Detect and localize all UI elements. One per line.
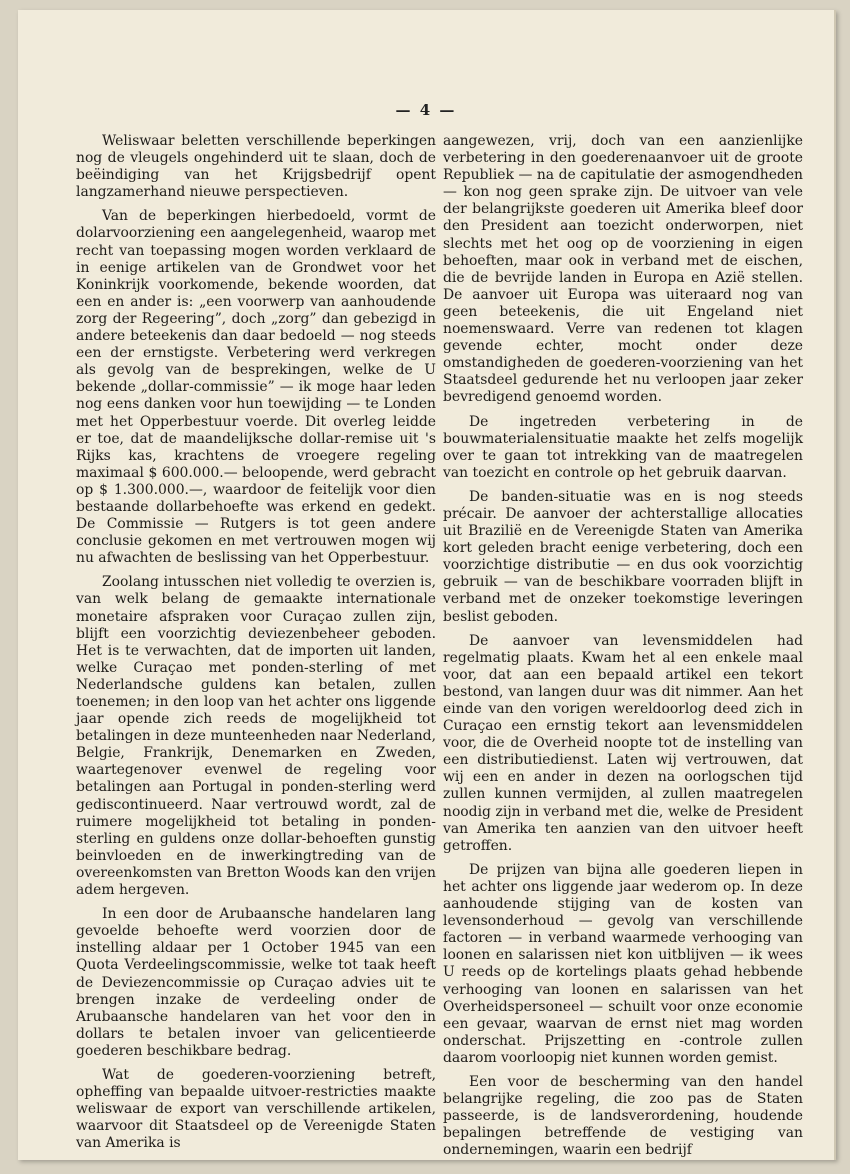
paragraph: Zoolang intusschen niet volledig te overzien is, van welk belang de gemaakte internationale monetaire afspraken voor Curaçao zullen zijn, blijft een voorzichtig deviezenbeheer geboden. Het is te verwachten, dat de importen uit landen, welke Curaçao met ponden-sterling of met Nederlandsche guldens kan betalen, zullen toenemen; in den loop van het achter ons liggende jaar opende zich reeds de mogelijkheid tot betalingen in deze munteenheden naar Nederland, Belgie, Frankrijk, Denemarken en Zweden, waartegenover evenwel de regeling voor betalingen aan Portugal in ponden-sterling werd gediscontinueerd. Naar vertrouwd wordt, zal de ruimere mogelijkheid tot betaling in ponden-sterling en guldens onze dollar-behoeften gunstig beinvloeden en de inwerkingtreding van de overeenkomsten van Bretton Woods kan den vrijen adem hergeven. [76,574,436,899]
paragraph: Wat de goederen-voorziening betreft, opheffing van bepaalde uitvoer-restricties maakte weliswaar de export van verschillende artikelen, waarvoor dit Staatsdeel op de Vereenigde Staten van Amerika is [76,1066,436,1152]
page-number: — 4 — [395,101,457,119]
paragraph: aangewezen, vrij, doch van een aanzienlijke verbetering in den goederenaanvoer uit de groote Republiek — na de capitulatie der asmogendheden — kon nog geen sprake zijn. De uitvoer van vele der belangrijkste goederen uit Amerika bleef door den President aan toezicht onderworpen, niet slechts met het oog op de voorziening in eigen behoeften, maar ook in verband met de eischen, die de bevrijde landen in Europa en Azië stellen. De aanvoer uit Europa was uiteraard nog van geen beteekenis, die uit Engeland niet noemenswaard. Verre van redenen tot klagen gevende echter, mocht onder deze omstandigheden de goederen-voorziening van het Staatsdeel gedurende het nu verloopen jaar zeker bevredigend genoemd worden. [443,133,803,406]
paragraph: De aanvoer van levensmiddelen had regelmatig plaats. Kwam het al een enkele maal voor, dat aan een bepaald artikel een tekort bestond, van langen duur was dit nimmer. Aan het einde van den vorigen wereldoorlog deed zich in Curaçao een ernstig tekort aan levensmiddelen voor, die de Overheid noopte tot de instelling van een distributiedienst. Laten wij vertrouwen, dat wij een en ander in dezen na oorlogschen tijd zullen kunnen vermijden, al zullen maatregelen noodig zijn in verband met die, welke de President van Amerika ten aanzien van den uitvoer heeft getroffen. [443,632,803,854]
paragraph: Een voor de bescherming van den handel belangrijke regeling, die zoo pas de Staten passeerde, is de landsverordening, houdende bepalingen betreffende de vestiging van ondernemingen, waarin een bedrijf [443,1073,803,1159]
paragraph: Van de beperkingen hierbedoeld, vormt de dolarvoorziening een aangelegenheid, waarop met recht van toepassing mogen worden verklaard de in eenige artikelen van de Grondwet voor het Koninkrijk voorkomende, bekende woorden, dat een en ander is: „een voorwerp van aanhoudende zorg der Regeering”, doch „zorg” dan gebezigd in andere beteekenis dan daar bedoeld — nog steeds een der ernstigste. Verbetering werd verkregen als gevolg van de besprekingen, welke de U bekende „dollar-commissie” — ik moge haar leden nog eens danken voor hun toewijding — te Londen met het Opperbestuur voerde. Dit overleg leidde er toe, dat de maandelijksche dollar-remise uit 's Rijks kas, krachtens de vroegere regeling maximaal $ 600.000.— beloopende, werd gebracht op $ 1.300.000.—, waardoor de feitelijk voor dien bestaande dollarbehoefte was erkend en gedekt. De Commissie — Rutgers is tot geen andere conclusie gekomen en met vertrouwen mogen wij nu afwachten de beslissing van het Opperbestuur. [76,208,436,567]
paragraph: De banden-situatie was en is nog steeds précair. De aanvoer der achterstallige allocaties uit Brazilië en de Vereenigde Staten van Amerika kort geleden bracht eenige verbetering, doch een voorzichtige distributie — en dus ook voorzichtig gebruik — van de beschikbare voorraden blijft in verband met de onzeker toekomstige leveringen beslist geboden. [443,488,803,625]
paragraph: De ingetreden verbetering in de bouwmaterialensituatie maakte het zelfs mogelijk over te gaan tot intrekking van de maatregelen van toezicht en controle op het gebruik daarvan. [443,413,803,481]
paragraph: Weliswaar beletten verschillende beperkingen nog de vleugels ongehinderd uit te slaan, doch de beëindiging van het Krijgsbedrijf opent langzamerhand nieuwe perspectieven. [76,133,436,201]
paragraph: De prijzen van bijna alle goederen liepen in het achter ons liggende jaar wederom op. In deze aanhoudende stijging van de kosten van levensonderhoud — gevolg van verschillende factoren — in verband waarmede verhooging van loonen en salarissen niet kon uitblijven — ik wees U reeds op de kortelings plaats gehad hebbende verhooging van loonen en salarissen van het Overheidspersoneel — schuilt voor onze economie een gevaar, waarvan de ernst niet mag worden onderschat. Prijszetting en -controle zullen daarom voorloopig niet kunnen worden gemist. [443,861,803,1066]
left-column [76,133,436,1159]
paragraph: In een door de Arubaansche handelaren lang gevoelde behoefte werd voorzien door de instelling aldaar per 1 October 1945 van een Quota Verdeelingscommissie, welke tot taak heeft de Deviezencommissie op Curaçao advies uit te brengen inzake de verdeeling onder de Arubaansche handelaren van het voor den in dollars te betalen invoer van gelicentieerde goederen beschikbare bedrag. [76,906,436,1059]
right-column [443,133,803,1166]
document-page [18,10,836,1160]
